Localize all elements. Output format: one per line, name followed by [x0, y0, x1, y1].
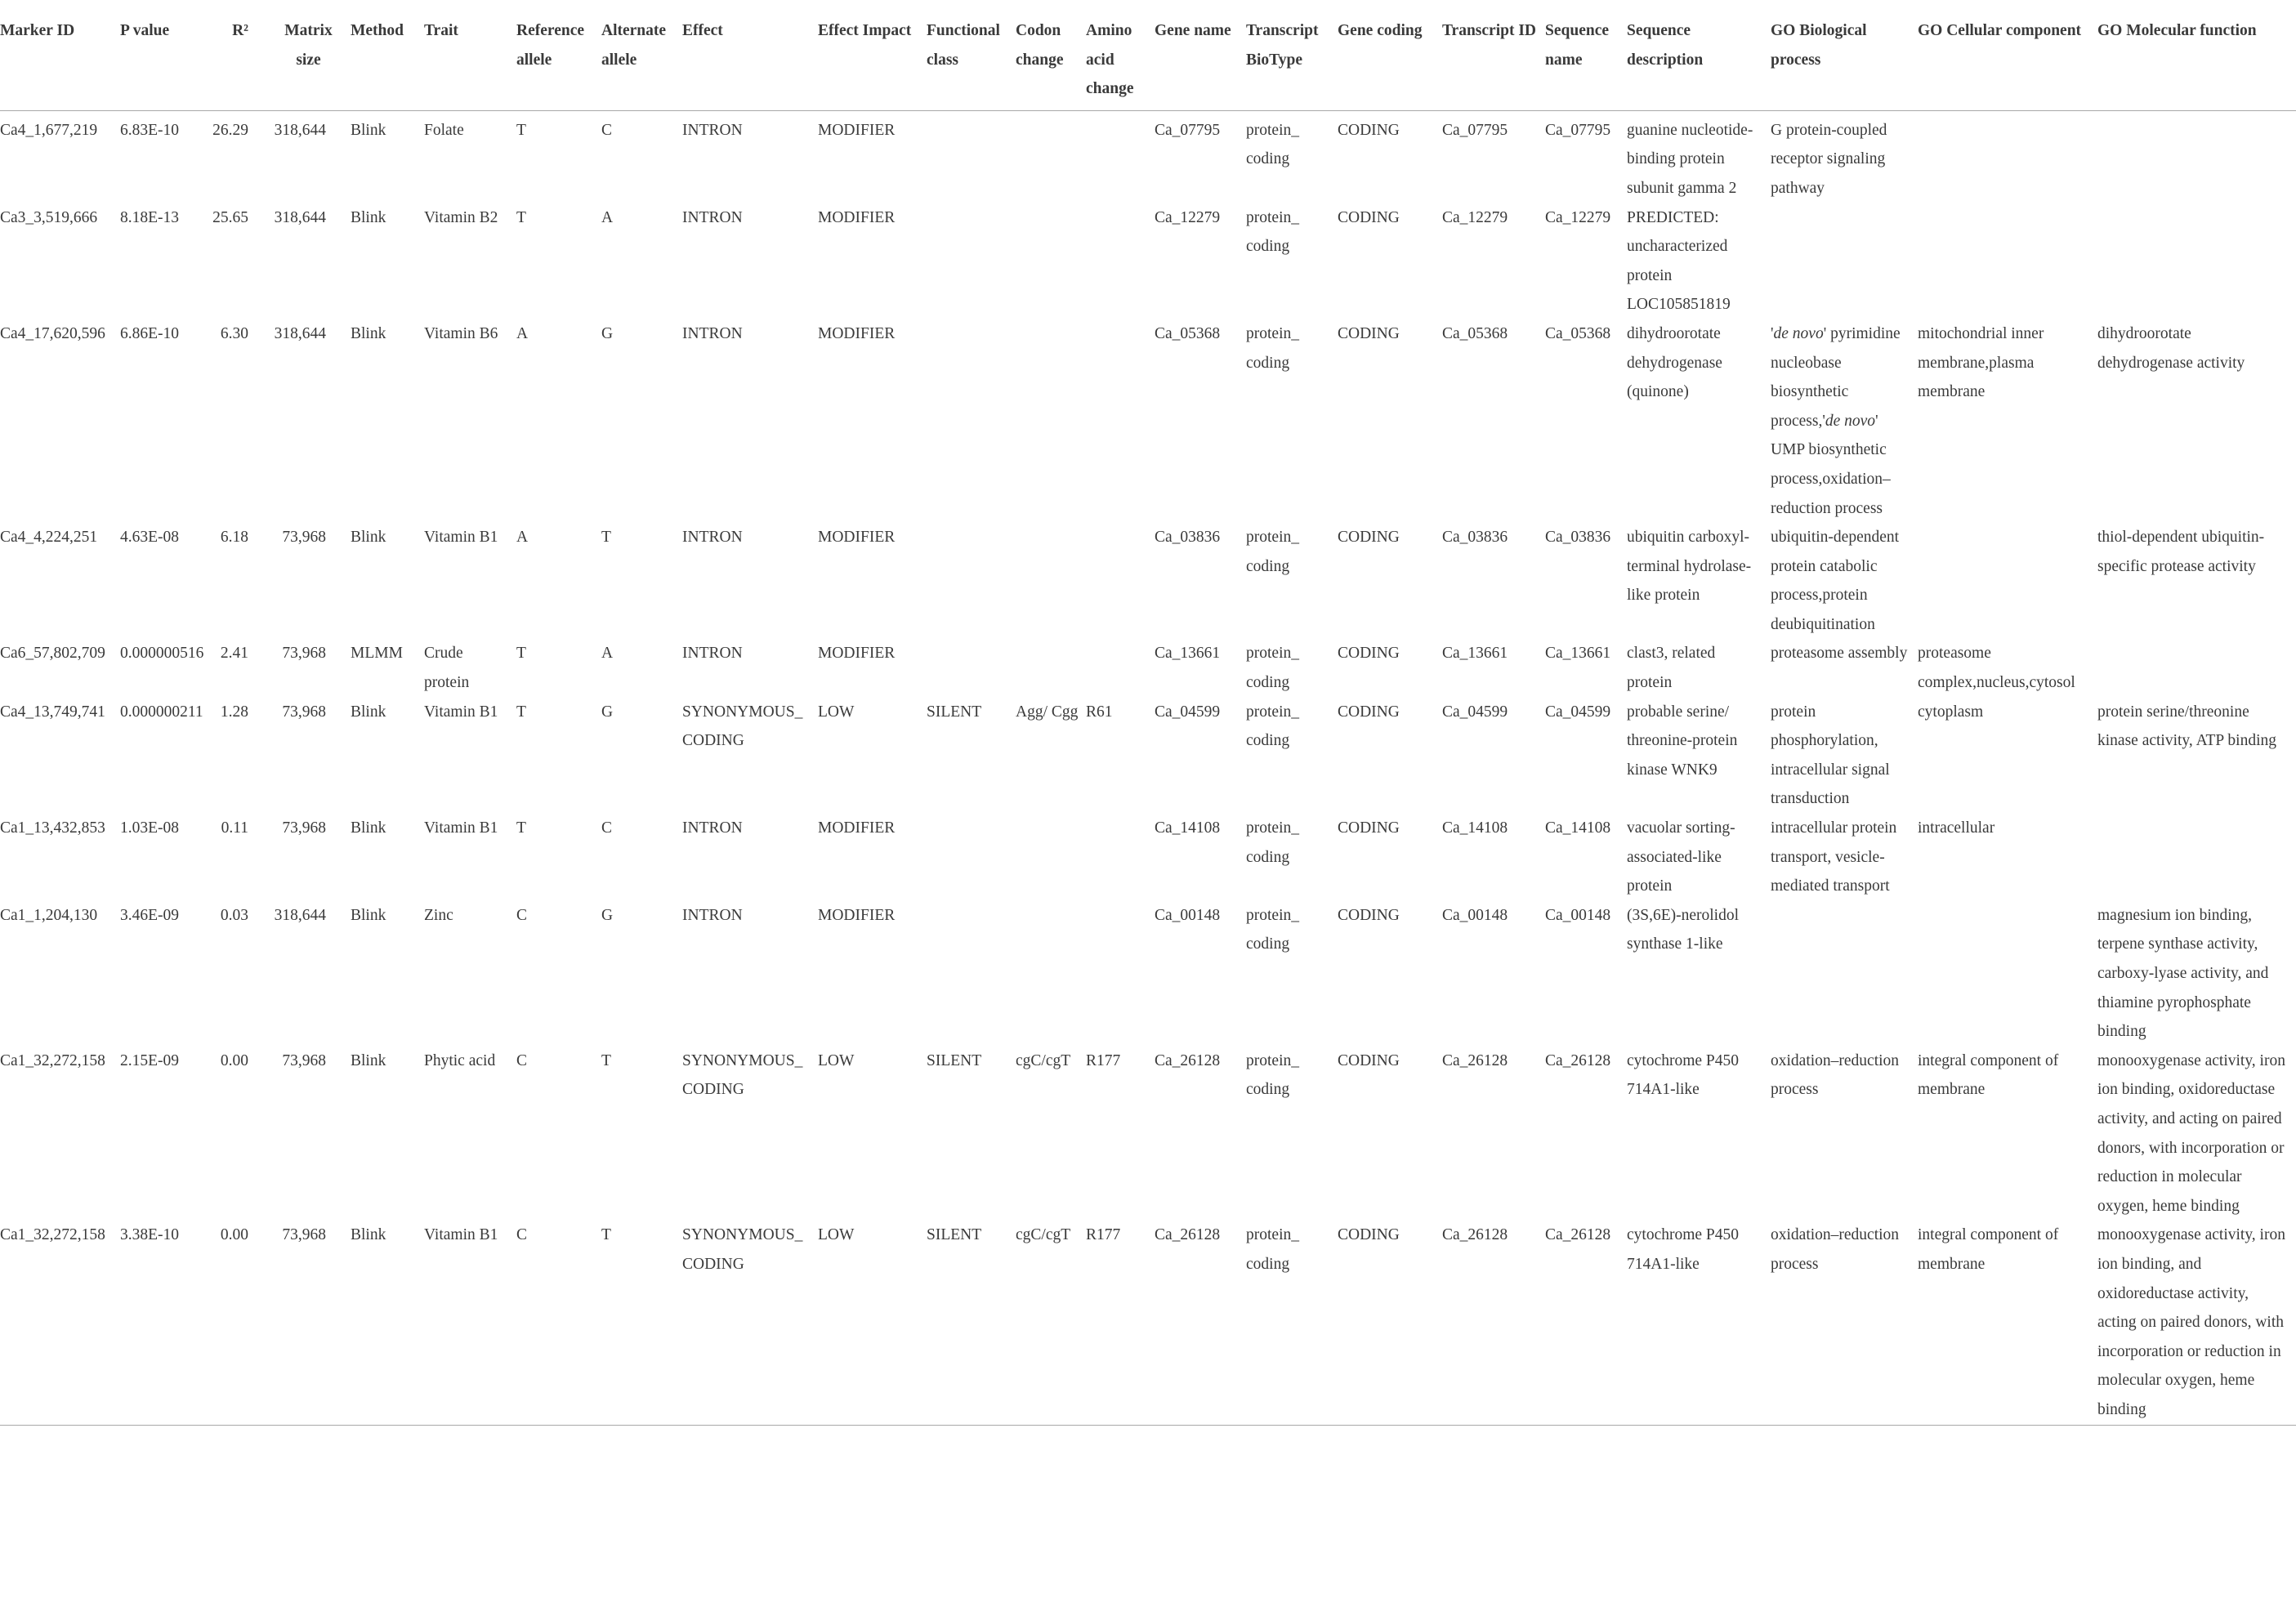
cell-effect: SYNONYMOUS_ CODING	[682, 1226, 803, 1273]
cell-gene-name: Ca_14108	[1155, 819, 1221, 837]
cell-p-value: 0.000000211	[120, 703, 203, 721]
cell-go-biological-process: protein phosphorylation, intracellular signal transduction	[1771, 703, 1890, 808]
cell-functional-class: SILENT	[927, 703, 982, 721]
cell-trait: Vitamin B6	[424, 324, 498, 342]
cell-go-cellular-component: proteasome complex,nucleus,cytosol	[1918, 645, 2075, 692]
cell-method: Blink	[351, 819, 386, 837]
cell-sequence-name: Ca_12279	[1545, 208, 1611, 226]
cell-method: Blink	[351, 703, 386, 721]
col-header-alternate-allele: Alternate allele	[601, 22, 667, 69]
cell-r2: 26.29	[212, 121, 248, 139]
cell-go-molecular-function: monooxygenase activity, iron ion binding, and oxidoreductase activity, acting on paired donors, with incorporation or reduction in molecular oxygen, heme binding	[2097, 1226, 2285, 1418]
cell-gene-name: Ca_13661	[1155, 645, 1221, 663]
cell-go-biological-process	[1771, 203, 1918, 319]
cell-trait: Phytic acid	[424, 1051, 496, 1069]
cell-marker-id: Ca6_57,802,709	[0, 645, 105, 663]
cell-method: MLMM	[351, 645, 403, 663]
cell-reference-allele: A	[516, 529, 529, 547]
cell-reference-allele: A	[516, 324, 529, 342]
col-header-go-molecular-function: GO Molecular function	[2097, 22, 2257, 39]
cell-sequence-description: cytochrome P450 714A1-like	[1627, 1226, 1740, 1273]
cell-sequence-description: ubiquitin carboxyl-terminal hydrolase-like protein	[1627, 529, 1752, 605]
col-header-amino-acid-change: Amino acid change	[1086, 22, 1134, 98]
table-row	[0, 1047, 2296, 1221]
table-row	[0, 814, 2296, 901]
cell-matrix-size: 73,968	[282, 1051, 326, 1069]
cell-gene-coding: CODING	[1338, 529, 1400, 547]
col-header-r2: R²	[232, 22, 248, 39]
cell-sequence-name: Ca_04599	[1545, 703, 1611, 721]
header-row	[0, 8, 2296, 110]
cell-codon-change: cgC/cgT	[1016, 1226, 1071, 1244]
col-header-transcript-biotype: Transcript BioType	[1246, 22, 1319, 69]
cell-reference-allele: T	[516, 703, 526, 721]
cell-functional-class	[927, 110, 1016, 203]
gwas-marker-table	[0, 8, 2296, 1426]
cell-gene-coding: CODING	[1338, 324, 1400, 342]
cell-sequence-description: dihydroorotate dehydrogenase (quinone)	[1627, 324, 1722, 401]
cell-transcript-biotype: protein_ coding	[1246, 703, 1299, 750]
cell-go-biological-process: oxidation–reduction process	[1771, 1226, 1900, 1273]
cell-codon-change	[1016, 110, 1086, 203]
cell-go-biological-process: proteasome assembly	[1771, 645, 1908, 663]
cell-marker-id: Ca4_4,224,251	[0, 529, 98, 547]
cell-r2: 2.41	[220, 645, 248, 663]
cell-method: Blink	[351, 208, 386, 226]
cell-effect: INTRON	[682, 819, 743, 837]
cell-amino-acid-change: R61	[1086, 703, 1113, 721]
cell-trait: Vitamin B2	[424, 208, 498, 226]
cell-p-value: 8.18E-13	[120, 208, 180, 226]
cell-alternate-allele: G	[601, 906, 614, 924]
cell-alternate-allele: A	[601, 645, 614, 663]
cell-gene-coding: CODING	[1338, 703, 1400, 721]
cell-reference-allele: C	[516, 1226, 528, 1244]
cell-effect-impact: MODIFIER	[818, 121, 896, 139]
cell-effect: INTRON	[682, 208, 743, 226]
cell-p-value: 0.000000516	[120, 645, 204, 663]
cell-matrix-size: 318,644	[274, 906, 326, 924]
cell-p-value: 3.38E-10	[120, 1226, 180, 1244]
cell-effect-impact: MODIFIER	[818, 819, 896, 837]
cell-transcript-id: Ca_07795	[1442, 121, 1508, 139]
cell-reference-allele: C	[516, 1051, 528, 1069]
cell-trait: Vitamin B1	[424, 819, 498, 837]
col-header-reference-allele: Reference allele	[516, 22, 584, 69]
col-header-go-biological-process: GO Biological process	[1771, 22, 1867, 69]
cell-alternate-allele: G	[601, 324, 614, 342]
cell-matrix-size: 73,968	[282, 819, 326, 837]
cell-marker-id: Ca1_32,272,158	[0, 1051, 105, 1069]
cell-trait: Crude protein	[424, 645, 470, 692]
cell-functional-class	[927, 901, 1016, 1047]
cell-transcript-biotype: protein_ coding	[1246, 1226, 1299, 1273]
cell-p-value: 6.83E-10	[120, 121, 180, 139]
cell-trait: Vitamin B1	[424, 703, 498, 721]
cell-r2: 0.00	[220, 1051, 248, 1069]
cell-sequence-name: Ca_00148	[1545, 906, 1611, 924]
cell-effect: INTRON	[682, 529, 743, 547]
cell-r2: 0.00	[220, 1226, 248, 1244]
cell-gene-coding: CODING	[1338, 1051, 1400, 1069]
cell-sequence-name: Ca_13661	[1545, 645, 1611, 663]
cell-gene-coding: CODING	[1338, 645, 1400, 663]
cell-functional-class	[927, 814, 1016, 901]
cell-transcript-id: Ca_12279	[1442, 208, 1508, 226]
cell-alternate-allele: T	[601, 1226, 611, 1244]
table-row	[0, 1221, 2296, 1425]
cell-r2: 25.65	[212, 208, 248, 226]
cell-go-molecular-function: protein serine/threonine kinase activity, ATP binding	[2097, 703, 2276, 750]
cell-go-cellular-component	[1918, 203, 2097, 319]
cell-amino-acid-change	[1086, 639, 1155, 697]
cell-trait: Zinc	[424, 906, 453, 924]
cell-sequence-description: PREDICTED: uncharacterized protein LOC105851819	[1627, 208, 1731, 314]
cell-go-cellular-component: intracellular	[1918, 819, 1995, 837]
cell-functional-class: SILENT	[927, 1051, 982, 1069]
cell-transcript-biotype: protein_ coding	[1246, 906, 1299, 953]
cell-matrix-size: 73,968	[282, 529, 326, 547]
cell-effect-impact: MODIFIER	[818, 529, 896, 547]
cell-go-molecular-function: dihydroorotate dehydrogenase activity	[2097, 324, 2245, 372]
cell-effect-impact: MODIFIER	[818, 208, 896, 226]
cell-sequence-name: Ca_03836	[1545, 529, 1611, 547]
cell-alternate-allele: T	[601, 529, 611, 547]
col-header-functional-class: Functional class	[927, 22, 1000, 69]
cell-sequence-description: (3S,6E)-nerolidol synthase 1-like	[1627, 906, 1740, 953]
cell-matrix-size: 73,968	[282, 1226, 326, 1244]
cell-marker-id: Ca4_17,620,596	[0, 324, 105, 342]
cell-transcript-biotype: protein_ coding	[1246, 208, 1299, 256]
cell-sequence-description: probable serine/ threonine-protein kinase WNK9	[1627, 703, 1738, 779]
cell-go-molecular-function: magnesium ion binding, terpene synthase activity, carboxy-lyase activity, and thiamine pyrophosphate binding	[2097, 906, 2269, 1041]
cell-sequence-name: Ca_05368	[1545, 324, 1611, 342]
cell-go-molecular-function	[2097, 110, 2296, 203]
cell-marker-id: Ca1_13,432,853	[0, 819, 105, 837]
cell-trait: Vitamin B1	[424, 529, 498, 547]
col-header-gene-coding: Gene coding	[1338, 22, 1423, 39]
cell-matrix-size: 318,644	[274, 208, 326, 226]
cell-r2: 0.11	[221, 819, 248, 837]
cell-go-molecular-function: thiol-dependent ubiquitin-specific protease activity	[2097, 529, 2265, 575]
cell-codon-change	[1016, 319, 1086, 523]
cell-gene-coding: CODING	[1338, 1226, 1400, 1244]
cell-alternate-allele: T	[601, 1051, 611, 1069]
cell-gene-name: Ca_00148	[1155, 906, 1221, 924]
cell-go-molecular-function	[2097, 639, 2296, 697]
cell-codon-change	[1016, 203, 1086, 319]
cell-sequence-description: clast3, related protein	[1627, 645, 1716, 692]
cell-effect: INTRON	[682, 324, 743, 342]
cell-effect: SYNONYMOUS_ CODING	[682, 703, 803, 750]
cell-effect-impact: MODIFIER	[818, 324, 896, 342]
table-row	[0, 901, 2296, 1047]
cell-amino-acid-change	[1086, 319, 1155, 523]
cell-r2: 6.18	[220, 529, 248, 547]
italic-term: de novo	[1825, 412, 1876, 430]
table-row	[0, 319, 2296, 523]
cell-sequence-description: cytochrome P450 714A1-like	[1627, 1051, 1740, 1099]
cell-amino-acid-change: R177	[1086, 1051, 1121, 1069]
col-header-matrix-size: Matrix size	[284, 22, 333, 69]
cell-method: Blink	[351, 1226, 386, 1244]
cell-go-biological-process: ubiquitin-dependent protein catabolic process,protein deubiquitination	[1771, 529, 1900, 633]
cell-go-cellular-component: integral component of membrane	[1918, 1051, 2059, 1099]
cell-go-biological-process	[1771, 901, 1918, 1047]
cell-alternate-allele: C	[601, 819, 613, 837]
cell-codon-change	[1016, 901, 1086, 1047]
cell-functional-class	[927, 639, 1016, 697]
cell-effect-impact: LOW	[818, 1226, 855, 1244]
table-body	[0, 110, 2296, 1425]
cell-sequence-name: Ca_07795	[1545, 121, 1611, 139]
cell-gene-name: Ca_26128	[1155, 1051, 1221, 1069]
cell-amino-acid-change: R177	[1086, 1226, 1121, 1244]
table-row	[0, 523, 2296, 639]
cell-method: Blink	[351, 1051, 386, 1069]
cell-effect: INTRON	[682, 645, 743, 663]
col-header-go-cellular-component: GO Cellular component	[1918, 22, 2082, 39]
table-row	[0, 698, 2296, 814]
cell-method: Blink	[351, 121, 386, 139]
cell-gene-coding: CODING	[1338, 208, 1400, 226]
cell-amino-acid-change	[1086, 203, 1155, 319]
cell-r2: 0.03	[220, 906, 248, 924]
cell-trait: Vitamin B1	[424, 1226, 498, 1244]
cell-codon-change	[1016, 639, 1086, 697]
cell-trait: Folate	[424, 121, 464, 139]
cell-effect: INTRON	[682, 121, 743, 139]
col-header-trait: Trait	[424, 22, 458, 39]
cell-functional-class	[927, 203, 1016, 319]
cell-transcript-biotype: protein_ coding	[1246, 1051, 1299, 1099]
cell-transcript-biotype: protein_ coding	[1246, 121, 1299, 168]
cell-go-cellular-component	[1918, 901, 2097, 1047]
cell-reference-allele: C	[516, 906, 528, 924]
col-header-effect: Effect	[682, 22, 723, 39]
cell-alternate-allele: C	[601, 121, 613, 139]
cell-gene-name: Ca_07795	[1155, 121, 1221, 139]
cell-method: Blink	[351, 529, 386, 547]
col-header-sequence-description: Sequence description	[1627, 22, 1704, 69]
cell-go-biological-process: 'de novo' pyrimidine nucleobase biosynthetic process,'de novo' UMP biosynthetic process,oxidation–reduction process	[1771, 324, 1901, 517]
cell-alternate-allele: A	[601, 208, 614, 226]
cell-p-value: 2.15E-09	[120, 1051, 180, 1069]
cell-gene-name: Ca_26128	[1155, 1226, 1221, 1244]
cell-functional-class	[927, 523, 1016, 639]
col-header-codon-change: Codon change	[1016, 22, 1064, 69]
cell-codon-change: Agg/ Cgg	[1016, 703, 1079, 721]
cell-gene-name: Ca_04599	[1155, 703, 1221, 721]
cell-effect: INTRON	[682, 906, 743, 924]
cell-transcript-id: Ca_26128	[1442, 1051, 1508, 1069]
cell-effect: SYNONYMOUS_ CODING	[682, 1051, 803, 1099]
cell-transcript-id: Ca_14108	[1442, 819, 1508, 837]
cell-p-value: 4.63E-08	[120, 529, 180, 547]
cell-matrix-size: 318,644	[274, 324, 326, 342]
cell-effect-impact: MODIFIER	[818, 645, 896, 663]
cell-go-molecular-function	[2097, 203, 2296, 319]
cell-transcript-biotype: protein_ coding	[1246, 645, 1299, 692]
cell-amino-acid-change	[1086, 901, 1155, 1047]
table-row	[0, 203, 2296, 319]
cell-matrix-size: 73,968	[282, 645, 326, 663]
cell-transcript-id: Ca_26128	[1442, 1226, 1508, 1244]
table-row	[0, 639, 2296, 697]
cell-transcript-id: Ca_03836	[1442, 529, 1508, 547]
cell-go-biological-process: oxidation–reduction process	[1771, 1051, 1900, 1099]
cell-p-value: 3.46E-09	[120, 906, 180, 924]
col-header-transcript-id: Transcript ID	[1442, 22, 1537, 39]
cell-amino-acid-change	[1086, 814, 1155, 901]
cell-gene-name: Ca_03836	[1155, 529, 1221, 547]
cell-go-cellular-component: mitochondrial inner membrane,plasma membrane	[1918, 324, 2044, 401]
cell-gene-coding: CODING	[1338, 121, 1400, 139]
cell-marker-id: Ca4_1,677,219	[0, 121, 98, 139]
cell-transcript-id: Ca_04599	[1442, 703, 1508, 721]
cell-functional-class	[927, 319, 1016, 523]
cell-go-biological-process: intracellular protein transport, vesicle-mediated transport	[1771, 819, 1897, 895]
cell-go-molecular-function	[2097, 814, 2296, 901]
col-header-marker-id: Marker ID	[0, 22, 75, 39]
cell-matrix-size: 318,644	[274, 121, 326, 139]
cell-p-value: 6.86E-10	[120, 324, 180, 342]
cell-reference-allele: T	[516, 645, 526, 663]
cell-effect-impact: MODIFIER	[818, 906, 896, 924]
cell-reference-allele: T	[516, 819, 526, 837]
col-header-method: Method	[351, 22, 404, 39]
cell-functional-class: SILENT	[927, 1226, 982, 1244]
col-header-p-value: P value	[120, 22, 170, 39]
cell-marker-id: Ca3_3,519,666	[0, 208, 98, 226]
cell-codon-change	[1016, 814, 1086, 901]
cell-method: Blink	[351, 324, 386, 342]
cell-transcript-id: Ca_00148	[1442, 906, 1508, 924]
cell-p-value: 1.03E-08	[120, 819, 180, 837]
cell-transcript-id: Ca_13661	[1442, 645, 1508, 663]
cell-amino-acid-change	[1086, 110, 1155, 203]
cell-codon-change: cgC/cgT	[1016, 1051, 1071, 1069]
cell-go-cellular-component	[1918, 110, 2097, 203]
cell-amino-acid-change	[1086, 523, 1155, 639]
cell-go-molecular-function: monooxygenase activity, iron ion binding, oxidoreductase activity, and acting on paired donors, with incorporation or reduction in molecular oxygen, heme binding	[2097, 1051, 2285, 1215]
cell-reference-allele: T	[516, 121, 526, 139]
table-row	[0, 110, 2296, 203]
cell-gene-coding: CODING	[1338, 906, 1400, 924]
cell-go-cellular-component: cytoplasm	[1918, 703, 1984, 721]
cell-gene-name: Ca_05368	[1155, 324, 1221, 342]
italic-term: de novo	[1773, 324, 1824, 342]
cell-sequence-description: guanine nucleotide-binding protein subunit gamma 2	[1627, 121, 1753, 197]
cell-sequence-name: Ca_26128	[1545, 1051, 1611, 1069]
cell-alternate-allele: G	[601, 703, 614, 721]
cell-sequence-name: Ca_14108	[1545, 819, 1611, 837]
cell-codon-change	[1016, 523, 1086, 639]
cell-gene-name: Ca_12279	[1155, 208, 1221, 226]
cell-go-cellular-component: integral component of membrane	[1918, 1226, 2059, 1273]
cell-gene-coding: CODING	[1338, 819, 1400, 837]
cell-marker-id: Ca1_32,272,158	[0, 1226, 105, 1244]
cell-sequence-description: vacuolar sorting-associated-like protein	[1627, 819, 1735, 895]
cell-r2: 1.28	[220, 703, 248, 721]
col-header-sequence-name: Sequence name	[1545, 22, 1609, 69]
cell-transcript-biotype: protein_ coding	[1246, 819, 1299, 866]
cell-go-cellular-component	[1918, 523, 2097, 639]
cell-marker-id: Ca1_1,204,130	[0, 906, 98, 924]
cell-effect-impact: LOW	[818, 1051, 855, 1069]
cell-transcript-biotype: protein_ coding	[1246, 529, 1299, 575]
cell-effect-impact: LOW	[818, 703, 855, 721]
cell-method: Blink	[351, 906, 386, 924]
col-header-gene-name: Gene name	[1155, 22, 1231, 39]
col-header-effect-impact: Effect Impact	[818, 22, 912, 39]
cell-reference-allele: T	[516, 208, 526, 226]
cell-r2: 6.30	[220, 324, 248, 342]
cell-marker-id: Ca4_13,749,741	[0, 703, 105, 721]
cell-transcript-id: Ca_05368	[1442, 324, 1508, 342]
cell-transcript-biotype: protein_ coding	[1246, 324, 1299, 372]
cell-sequence-name: Ca_26128	[1545, 1226, 1611, 1244]
cell-matrix-size: 73,968	[282, 703, 326, 721]
cell-go-biological-process: G protein-coupled receptor signaling pathway	[1771, 121, 1887, 197]
